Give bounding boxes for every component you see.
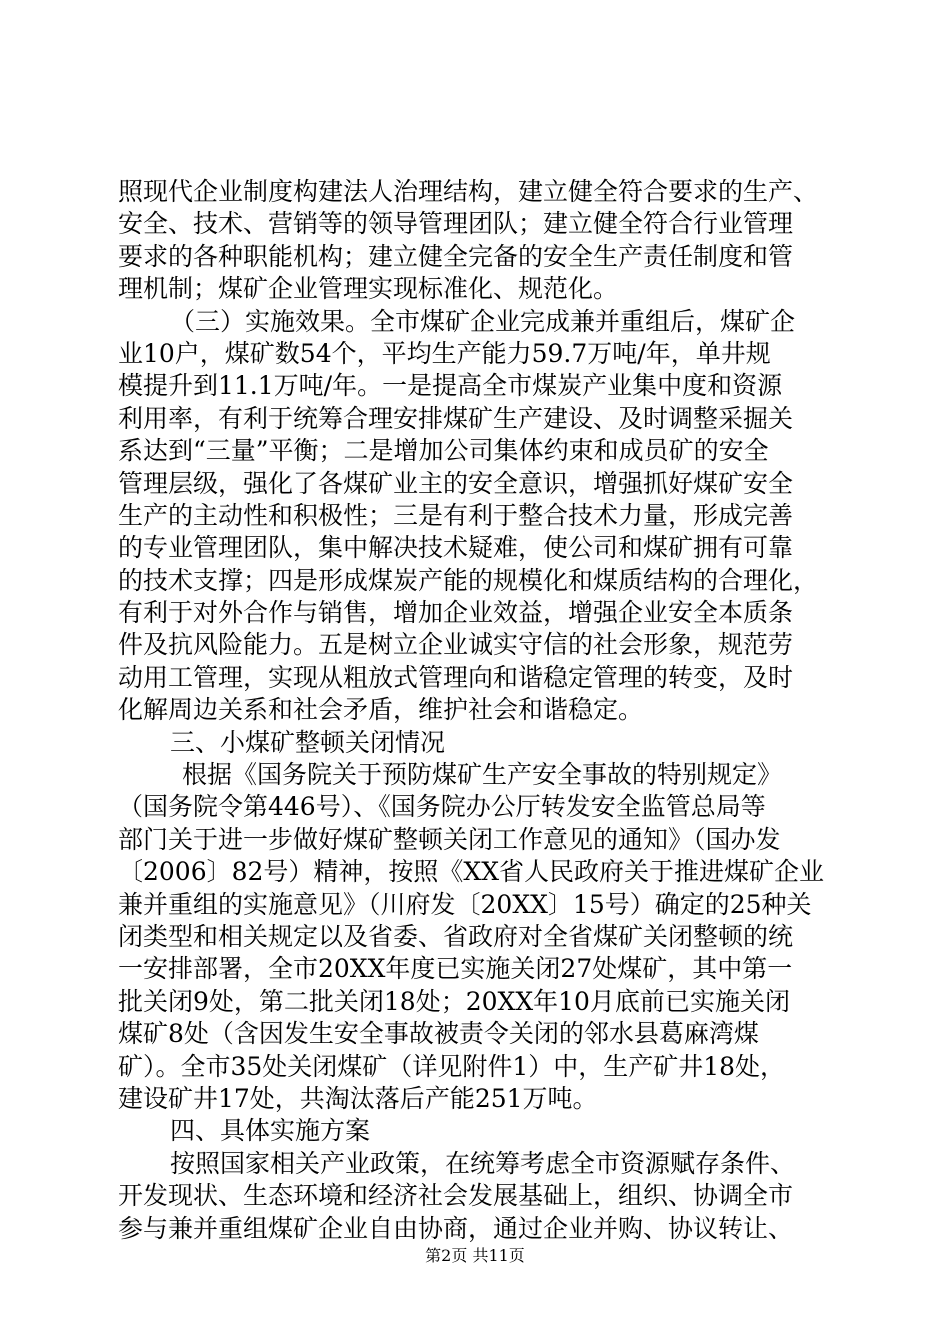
text-line: 动用工管理，实现从粗放式管理向和谐稳定管理的转变，及时 xyxy=(118,662,794,692)
text-line: 生产的主动性和积极性；三是有利于整合技术力量，形成完善 xyxy=(118,500,794,530)
text-line: 照现代企业制度构建法人治理结构，建立健全符合要求的生产、 xyxy=(118,177,819,206)
text-line: 理机制；煤矿企业管理实现标准化、规范化。 xyxy=(118,274,619,304)
text-line: 的专业管理团队，集中解决技术疑难，使公司和煤矿拥有可靠 xyxy=(118,533,794,563)
text-line: 开发现状、生态环境和经济社会发展基础上，组织、协调全市 xyxy=(118,1181,794,1211)
text-line: 兼并重组的实施意见》（川府发〔20XX〕15号）确定的25种关 xyxy=(118,889,812,919)
text-line: 化解周边关系和社会矛盾，维护社会和谐稳定。 xyxy=(118,695,644,725)
page-number-footer: 第2页 共11页 xyxy=(425,1246,525,1265)
text-line: 建设矿井17处，共淘汰落后产能251万吨。 xyxy=(118,1083,598,1113)
text-line: 参与兼并重组煤矿企业自由协商，通过企业并购、协议转让、 xyxy=(118,1213,794,1243)
text-line: 件及抗风险能力。五是树立企业诚实守信的社会形象，规范劳 xyxy=(118,630,794,660)
document-body xyxy=(118,176,838,1245)
text-line: 部门关于进一步做好煤矿整顿关闭工作意见的通知》（国办发 xyxy=(118,824,781,854)
text-line: 批关闭9处，第二批关闭18处；20XX年10月底前已实施关闭 xyxy=(118,986,790,1016)
text-line: 要求的各种职能机构；建立健全完备的安全生产责任制度和管 xyxy=(118,241,794,271)
text-line: 业10户，煤矿数54个，平均生产能力59.7万吨/年，单井规 xyxy=(118,338,771,368)
text-line: 根据《国务院关于预防煤矿生产安全事故的特别规定》 xyxy=(182,760,783,790)
text-line: 有利于对外合作与销售，增加企业效益，增强企业安全本质条 xyxy=(118,598,794,628)
text-line: 系达到“三量”平衡；二是增加公司集体约束和成员矿的安全 xyxy=(118,436,769,466)
text-line: （三）实施效果。全市煤矿企业完成兼并重组后，煤矿企 xyxy=(170,306,796,336)
text-line: 矿）。全市35处关闭煤矿（详见附件1）中，生产矿井18处， xyxy=(118,1051,786,1081)
text-line: 闭类型和相关规定以及省委、省政府对全省煤矿关闭整顿的统 xyxy=(118,921,794,951)
text-line: 一安排部署，全市20XX年度已实施关闭27处煤矿，其中第一 xyxy=(118,954,793,984)
text-line: （国务院令第446号）、《国务院办公厅转发安全监管总局等 xyxy=(118,792,766,822)
text-line: 管理层级，强化了各煤矿业主的安全意识，增强抓好煤矿安全 xyxy=(118,468,794,498)
text-line: 的技术支撑；四是形成煤炭产能的规模化和煤质结构的合理化， xyxy=(118,565,819,595)
section-heading: 四、具体实施方案 xyxy=(170,1116,371,1146)
text-line: 按照国家相关产业政策，在统筹考虑全市资源赋存条件、 xyxy=(170,1148,796,1178)
text-line: 〔2006〕82号）精神，按照《XX省人民政府关于推进煤矿企业 xyxy=(118,857,825,887)
text-line: 安全、技术、营销等的领导管理团队；建立健全符合行业管理 xyxy=(118,209,794,239)
text-line: 煤矿8处（含因发生安全事故被责令关闭的邻水县葛麻湾煤 xyxy=(118,1019,759,1049)
section-heading: 三、小煤矿整顿关闭情况 xyxy=(170,727,446,757)
text-line: 模提升到11.1万吨/年。一是提高全市煤炭产业集中度和资源 xyxy=(118,371,783,401)
text-line: 利用率，有利于统筹合理安排煤矿生产建设、及时调整采掘关 xyxy=(118,403,794,433)
